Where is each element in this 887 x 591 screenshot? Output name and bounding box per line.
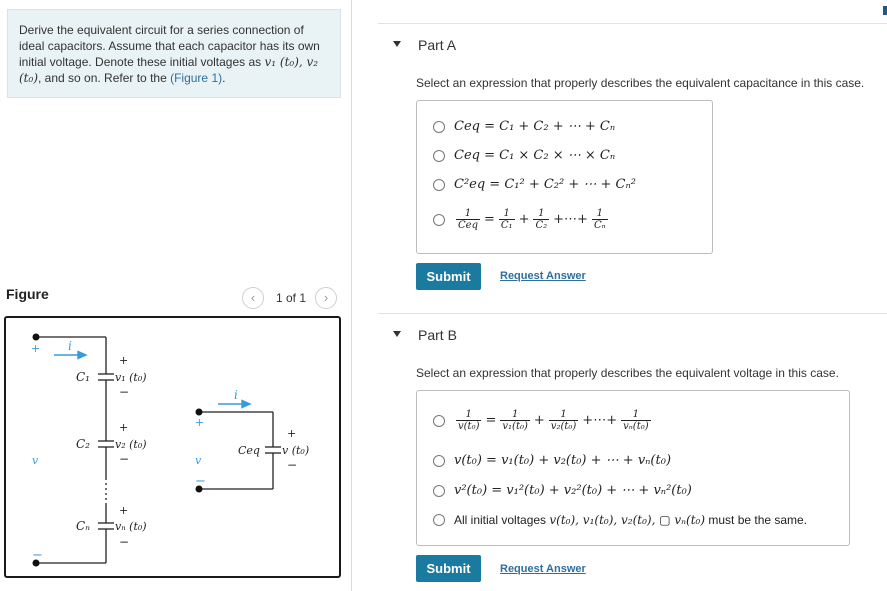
- part-a-title: Part A: [418, 37, 457, 53]
- cn-plus: +: [119, 504, 129, 517]
- part-b-submit-button[interactable]: Submit: [416, 555, 481, 582]
- part-a-options: [416, 100, 713, 254]
- ceq-label: Ceq: [238, 444, 260, 457]
- part-b-header[interactable]: [378, 313, 887, 357]
- part-a-option-3[interactable]: [433, 177, 636, 192]
- option-expression: v²(t₀) = v₁²(t₀) + v₂²(t₀) + ⋯ + vₙ²(t₀): [454, 483, 692, 498]
- voltage-label-left: v: [32, 454, 39, 467]
- figure-label: Figure: [6, 286, 49, 302]
- option-expression: Ceq = C₁ × C₂ × ⋯ × Cₙ: [454, 148, 616, 163]
- v1-label: v₁ (t₀): [115, 371, 147, 384]
- collapse-triangle-icon[interactable]: [393, 331, 401, 337]
- frac-num: 1: [596, 208, 603, 219]
- voltage-minus-left: −: [32, 548, 43, 563]
- frac-num: 1: [465, 409, 472, 420]
- fraction: [499, 208, 515, 231]
- frac-num: 1: [560, 409, 567, 420]
- c2-minus: −: [119, 452, 130, 466]
- part-a-question: Select an expression that properly describes the equivalent capacitance in this case.: [416, 76, 865, 90]
- part-b-option-1[interactable]: [433, 409, 653, 432]
- terminal-top-right: [196, 409, 203, 416]
- radio-button[interactable]: [433, 455, 445, 467]
- problem-panel: [0, 0, 352, 591]
- part-b-option-2[interactable]: [433, 453, 671, 468]
- voltage-plus-right: +: [195, 416, 205, 429]
- cn-minus: −: [119, 535, 130, 549]
- radio-button[interactable]: [433, 150, 445, 162]
- part-a-option-4[interactable]: [433, 208, 610, 231]
- current-label-right: i: [234, 388, 238, 402]
- option-expression: [454, 513, 807, 527]
- circuit-diagram: [6, 318, 343, 580]
- fraction: [549, 409, 579, 432]
- equals-sign: =: [483, 212, 495, 227]
- problem-text: Derive the equivalent circuit for a series connection of ideal capacitors. Assume that each capacitor has its own initial voltage. Denote these initial voltages as: [19, 23, 320, 69]
- chevron-right-icon[interactable]: ›: [315, 287, 337, 309]
- part-b-request-answer-link[interactable]: Request Answer: [500, 563, 586, 575]
- vn-label: vₙ (t₀): [115, 520, 147, 533]
- part-b-option-3[interactable]: [433, 483, 692, 498]
- fraction: [456, 409, 481, 432]
- questions-panel: [378, 0, 887, 591]
- scroll-marker: [883, 6, 887, 15]
- part-b-title: Part B: [418, 327, 457, 343]
- frac-den: Cₙ: [593, 220, 606, 231]
- c2-label: C₂: [76, 437, 90, 451]
- c1-plus: +: [119, 354, 129, 367]
- fraction: [456, 208, 480, 231]
- fraction: [533, 208, 549, 231]
- part-a-submit-button[interactable]: Submit: [416, 263, 481, 290]
- vt0-label: v (t₀): [282, 444, 310, 457]
- plus-sign: +: [533, 413, 545, 428]
- current-arrow-right-head: [242, 401, 250, 408]
- radio-button[interactable]: [433, 179, 445, 191]
- radio-button[interactable]: [433, 214, 445, 226]
- frac-den: v₂(t₀): [550, 421, 577, 432]
- ellipsis-sign: +⋯+: [553, 212, 588, 227]
- cn-label: Cₙ: [76, 519, 91, 533]
- frac-num: 1: [464, 208, 472, 219]
- radio-button[interactable]: [433, 121, 445, 133]
- problem-var-v1: v₁ (t₀), v₂: [264, 55, 319, 69]
- radio-button[interactable]: [433, 415, 445, 427]
- part-a-option-1[interactable]: [433, 119, 615, 134]
- c1-minus: −: [119, 385, 130, 399]
- figure-page-count: 1 of 1: [276, 291, 307, 305]
- option-expression: v(t₀) = v₁(t₀) + v₂(t₀) + ⋯ + vₙ(t₀): [454, 453, 672, 468]
- c2-plus: +: [119, 421, 129, 434]
- voltage-label-right: v: [195, 454, 202, 467]
- option-text: All initial voltages: [454, 513, 550, 527]
- frac-den: Ceq: [458, 220, 478, 231]
- option-text: must be the same.: [705, 513, 808, 527]
- problem-text-3: , and so on. Refer to the: [38, 71, 171, 85]
- v2-label: v₂ (t₀): [115, 438, 147, 451]
- current-label-left: i: [68, 339, 72, 353]
- fraction: [621, 409, 651, 432]
- option-expression: [454, 409, 653, 432]
- radio-button[interactable]: [433, 514, 445, 526]
- radio-button[interactable]: [433, 485, 445, 497]
- ceq-minus: −: [287, 458, 298, 472]
- fraction: [592, 208, 608, 231]
- frac-num: 1: [503, 208, 510, 219]
- part-a-option-2[interactable]: [433, 148, 615, 163]
- option-expression: [454, 208, 610, 231]
- problem-text-4: .: [222, 71, 226, 85]
- voltage-plus-left: +: [31, 342, 41, 355]
- problem-statement: [7, 9, 341, 98]
- part-b-option-4[interactable]: [433, 513, 807, 527]
- frac-num: 1: [511, 409, 519, 420]
- figure-link[interactable]: (Figure 1): [170, 71, 223, 85]
- ellipsis-sign: +⋯+: [582, 413, 618, 428]
- option-expression: C²eq = C₁² + C₂² + ⋯ + Cₙ²: [454, 177, 636, 192]
- equals-sign: =: [485, 413, 497, 428]
- part-a-request-answer-link[interactable]: Request Answer: [500, 270, 586, 282]
- frac-den: C₂: [535, 220, 548, 231]
- option-vars: v(t₀), v₁(t₀), v₂(t₀), ▢ vₙ(t₀): [549, 513, 706, 527]
- frac-den: C₁: [500, 220, 513, 231]
- voltage-minus-right: −: [195, 474, 206, 489]
- plus-sign: +: [518, 212, 530, 227]
- frac-den: v(t₀): [458, 421, 480, 432]
- ceq-plus: +: [287, 427, 297, 440]
- part-a-header[interactable]: [378, 23, 887, 67]
- figure-viewer: [4, 316, 341, 578]
- option-expression: Ceq = C₁ + C₂ + ⋯ + Cₙ: [454, 119, 616, 134]
- frac-den: v₁(t₀): [502, 421, 528, 432]
- current-arrow-left-head: [78, 352, 86, 359]
- frac-den: vₙ(t₀): [623, 421, 649, 432]
- fraction: [500, 409, 530, 432]
- figure-pager: [242, 287, 342, 309]
- chevron-left-icon[interactable]: ‹: [242, 287, 264, 309]
- part-b-options: [416, 390, 850, 546]
- problem-var-t0: (t₀): [19, 71, 38, 85]
- c1-label: C₁: [76, 370, 90, 384]
- frac-num: 1: [538, 208, 545, 219]
- frac-num: 1: [632, 409, 640, 420]
- collapse-triangle-icon[interactable]: [393, 41, 401, 47]
- part-b-question: Select an expression that properly describes the equivalent voltage in this case.: [416, 366, 839, 380]
- terminal-top-left: [33, 334, 40, 341]
